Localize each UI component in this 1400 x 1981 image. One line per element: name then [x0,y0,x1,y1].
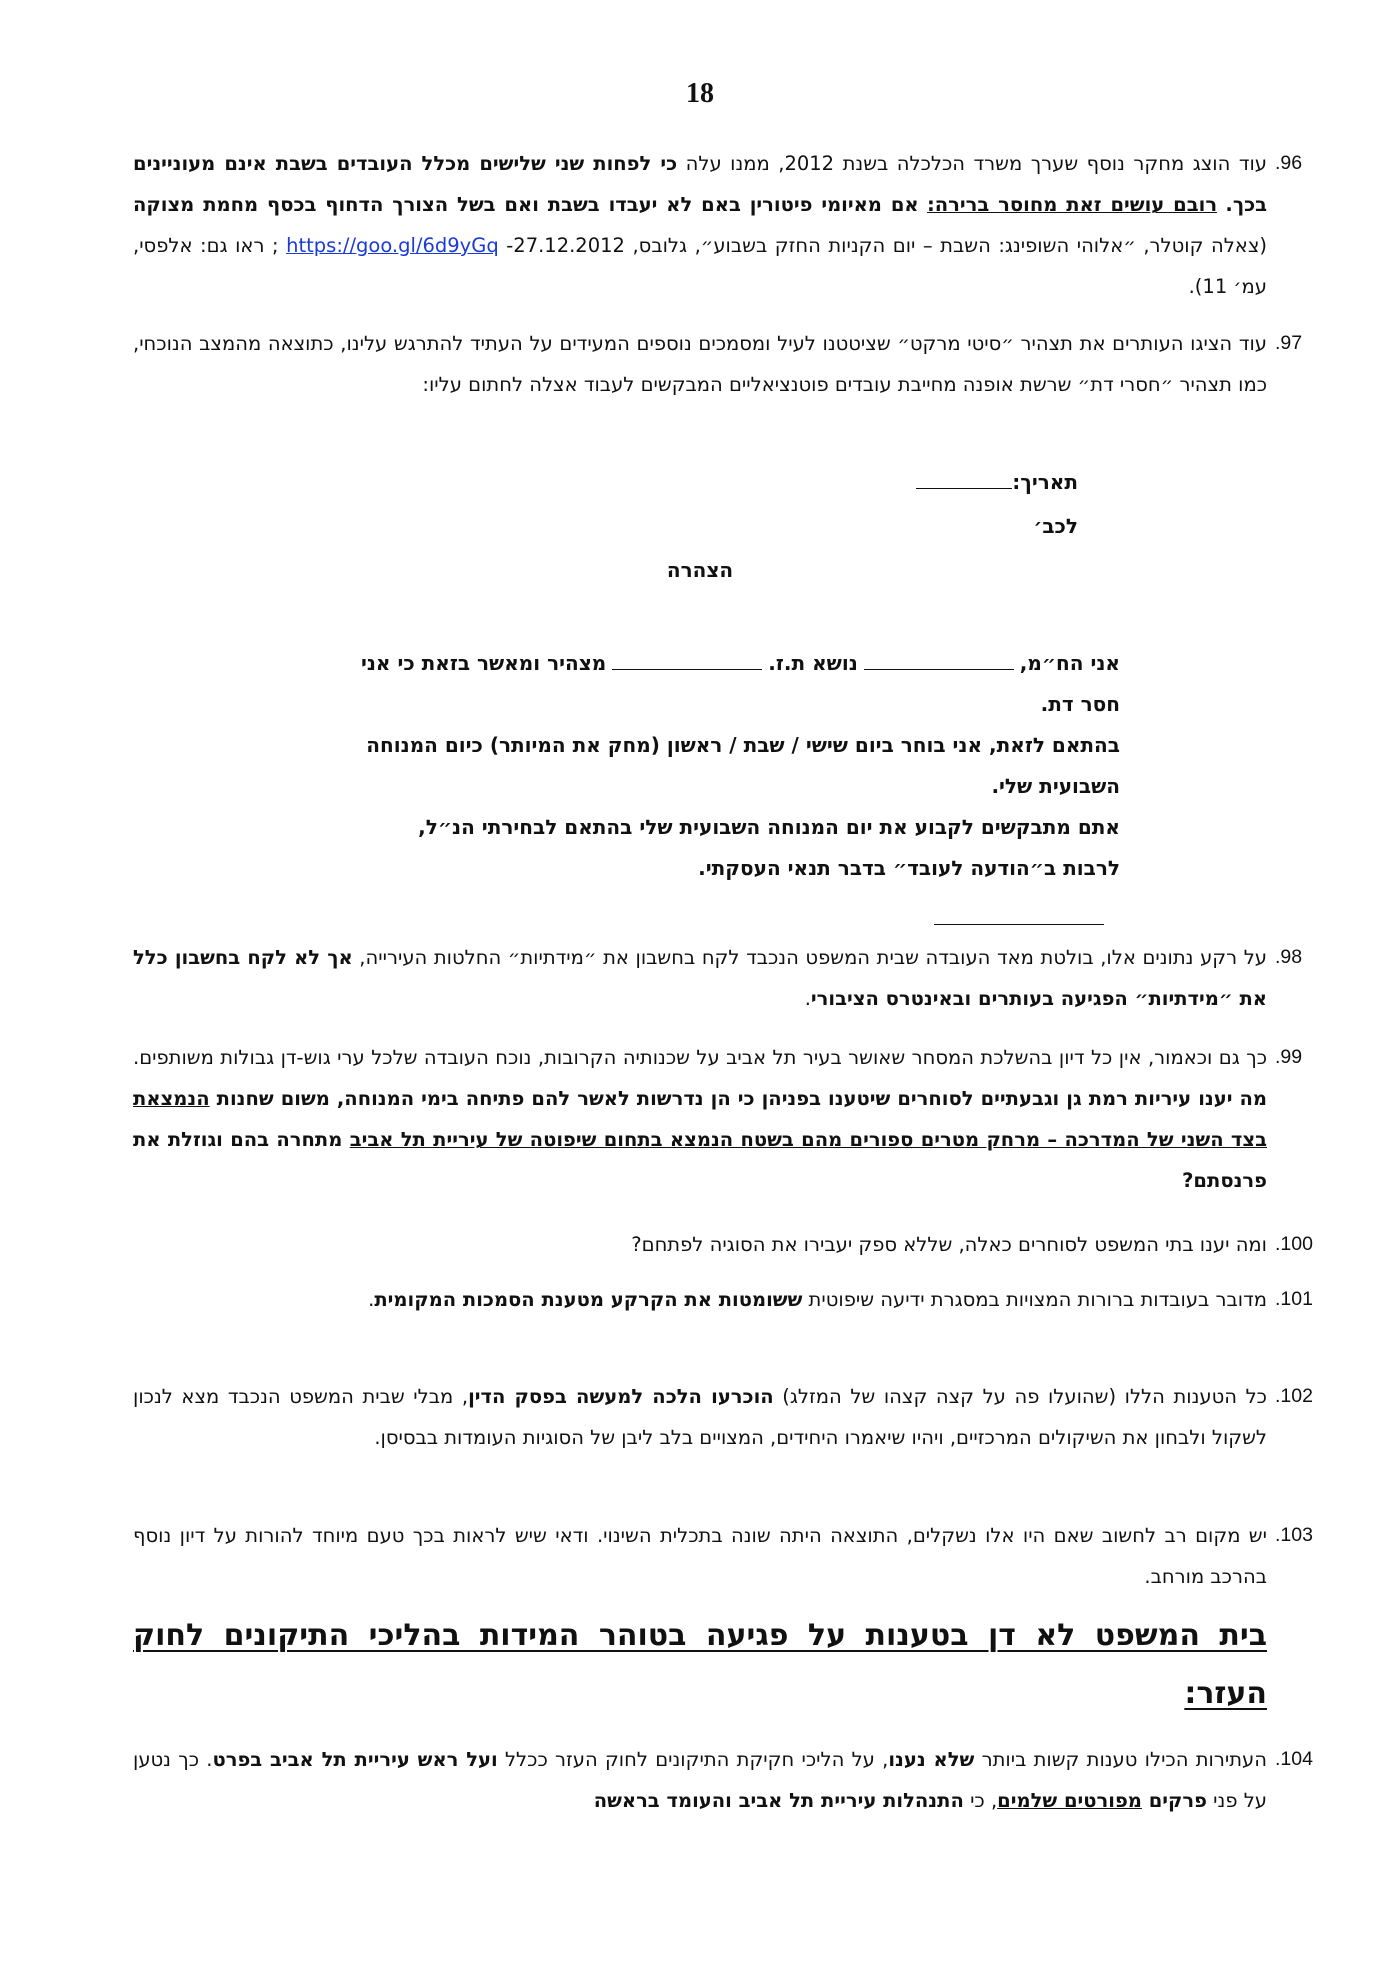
source-link[interactable]: https://goo.gl/6d9yGq [286,234,499,257]
paragraph-103: .103 יש מקום רב לחשוב שאם היו אלו נשקלים, התוצאה היתה שונה בתכלית השינוי. ודאי שיש לראות בכך טעם מיוחד להורות על דיון נוסף בהרכב מורחב. [133,1515,1267,1597]
paragraph-number: .104 [1275,1748,1313,1770]
paragraph-104: .104 העתירות הכילו טענות קשות ביותר שלא נענו, על הליכי חקיקת התיקונים לחוק העזר ככלל ועל ראש עיריית תל אביב בפרט. כך נטען על פני פרקים מפורטים שלמים, כי התנהלות עיריית תל אביב והעומד בראשה [133,1739,1267,1821]
paragraph-number: .99 [1275,1046,1303,1068]
paragraph-101: .101 מדובר בעובדות ברורות המצויות במסגרת ידיעה שיפוטית ששומטות את הקרקע מטענת הסמכות המקומית. [133,1279,1267,1320]
paragraph-number: .98 [1275,946,1303,968]
declaration-line-1: אני הח״מ,נושא ת.ז.מצהיר ומאשר בזאת כי אני [360,651,1120,675]
paragraph-98: .98 על רקע נתונים אלו, בולטת מאד העובדה שבית המשפט הנכבד לקח בחשבון את ״מידתיות״ החלטות העירייה, אך לא לקח בחשבון כלל את ״מידתיות״ הפגיעה בעותרים ובאינטרס הציבורי. [133,937,1267,1019]
form-to-line: לכב׳ [1033,514,1078,538]
declaration-line-6: לרבות ב״הודעה לעובד״ בדבר תנאי העסקתי. [698,856,1120,880]
name-blank [864,651,1014,670]
paragraph-97: .97 עוד הציגו העותרים את תצהיר ״סיטי מרקט״ שציטטנו לעיל ומסמכים נוספים המעידים על העתיד להתרגש עלינו, כתוצאה מהמצב הנוכחי, כמו תצהיר ״חסרי דת״ שרשת אופנה מחייבת עובדים פוטנציאליים המבקשים לעבוד אצלה לחתום עליו: [133,323,1267,405]
declaration-line-5: אתם מתבקשים לקבוע את יום המנוחה השבועית שלי בהתאם לבחירתי הנ״ל, [418,815,1120,839]
paragraph-99: .99 כך גם וכאמור, אין כל דיון בהשלכת המסחר שאושר בעיר תל אביב על שכנותיה הקרובות, נוכח העובדה שלכל ערי גוש-דן גבולות משותפים. מה יענו עיריות רמת גן וגבעתיים לסוחרים שיטענו בפניהן כי הן נדרשות לאשר להם פתיחה בימי המנוחה, משום שחנות הנמצאת בצד השני של המדרכה – מרחק מטרים ספורים מהם בשטח הנמצא בתחום שיפוטה של עיריית תל אביב מתחרה בהם וגוזלת את פרנסתם? [133,1037,1267,1201]
declaration-body [290,643,1120,889]
paragraph-number: .101 [1275,1288,1313,1310]
declaration-line-4: השבועית שלי. [991,774,1120,798]
paragraph-number: .100 [1275,1233,1313,1255]
paragraph-100: .100 ומה יענו בתי המשפט לסוחרים כאלה, שללא ספק יעבירו את הסוגיה לפתחם? [133,1224,1267,1265]
paragraph-number: .103 [1275,1524,1313,1546]
section-heading: בית המשפט לא דן בטענות על פגיעה בטוהר המידות בהליכי התיקונים לחוק העזר: [133,1618,1267,1711]
id-blank [612,651,762,670]
form-title: הצהרה [666,558,734,582]
date-blank [916,470,1012,489]
form-date-line: תאריך: [916,470,1078,494]
declaration-line-3: בהתאם לזאת, אני בוחר ביום שישי / שבת / ראשון (מחק את המיותר) כיום המנוחה [366,733,1120,757]
paragraph-96: .96 עוד הוצג מחקר נוסף שערך משרד הכלכלה בשנת 2012, ממנו עלה כי לפחות שני שלישים מכלל העובדים בשבת אינם מעוניינים בכך. רובם עושים זאת מחוסר ברירה: אם מאיומי פיטורין באם לא יעבדו בשבת ואם בשל הצורך הדחוף בכסף מחמת מצוקה (צאלה קוטלר, ״אלוהי השופינג: השבת – יום הקניות החזק בשבוע״, גלובס, 27.12.2012- https://goo.gl/6d9yGq ; ראו גם: אלפסי, עמ׳ 11). [133,143,1267,307]
paragraph-number: .96 [1275,152,1303,174]
signature-line [934,924,1104,925]
paragraph-102: .102 כל הטענות הללו (שהועלו פה על קצה קצהו של המזלג) הוכרעו הלכה למעשה בפסק הדין, מבלי שבית המשפט הנכבד מצא לנכון לשקול ולבחון את השיקולים המרכזיים, ויהיו שיאמרו היחידים, המצויים בלב ליבן של הסוגיות העומדות בבסיסן. [133,1376,1267,1458]
declaration-line-2: חסר דת. [1040,692,1120,716]
page-number: 18 [686,78,714,109]
paragraph-number: .102 [1275,1385,1313,1407]
paragraph-number: .97 [1275,332,1303,354]
